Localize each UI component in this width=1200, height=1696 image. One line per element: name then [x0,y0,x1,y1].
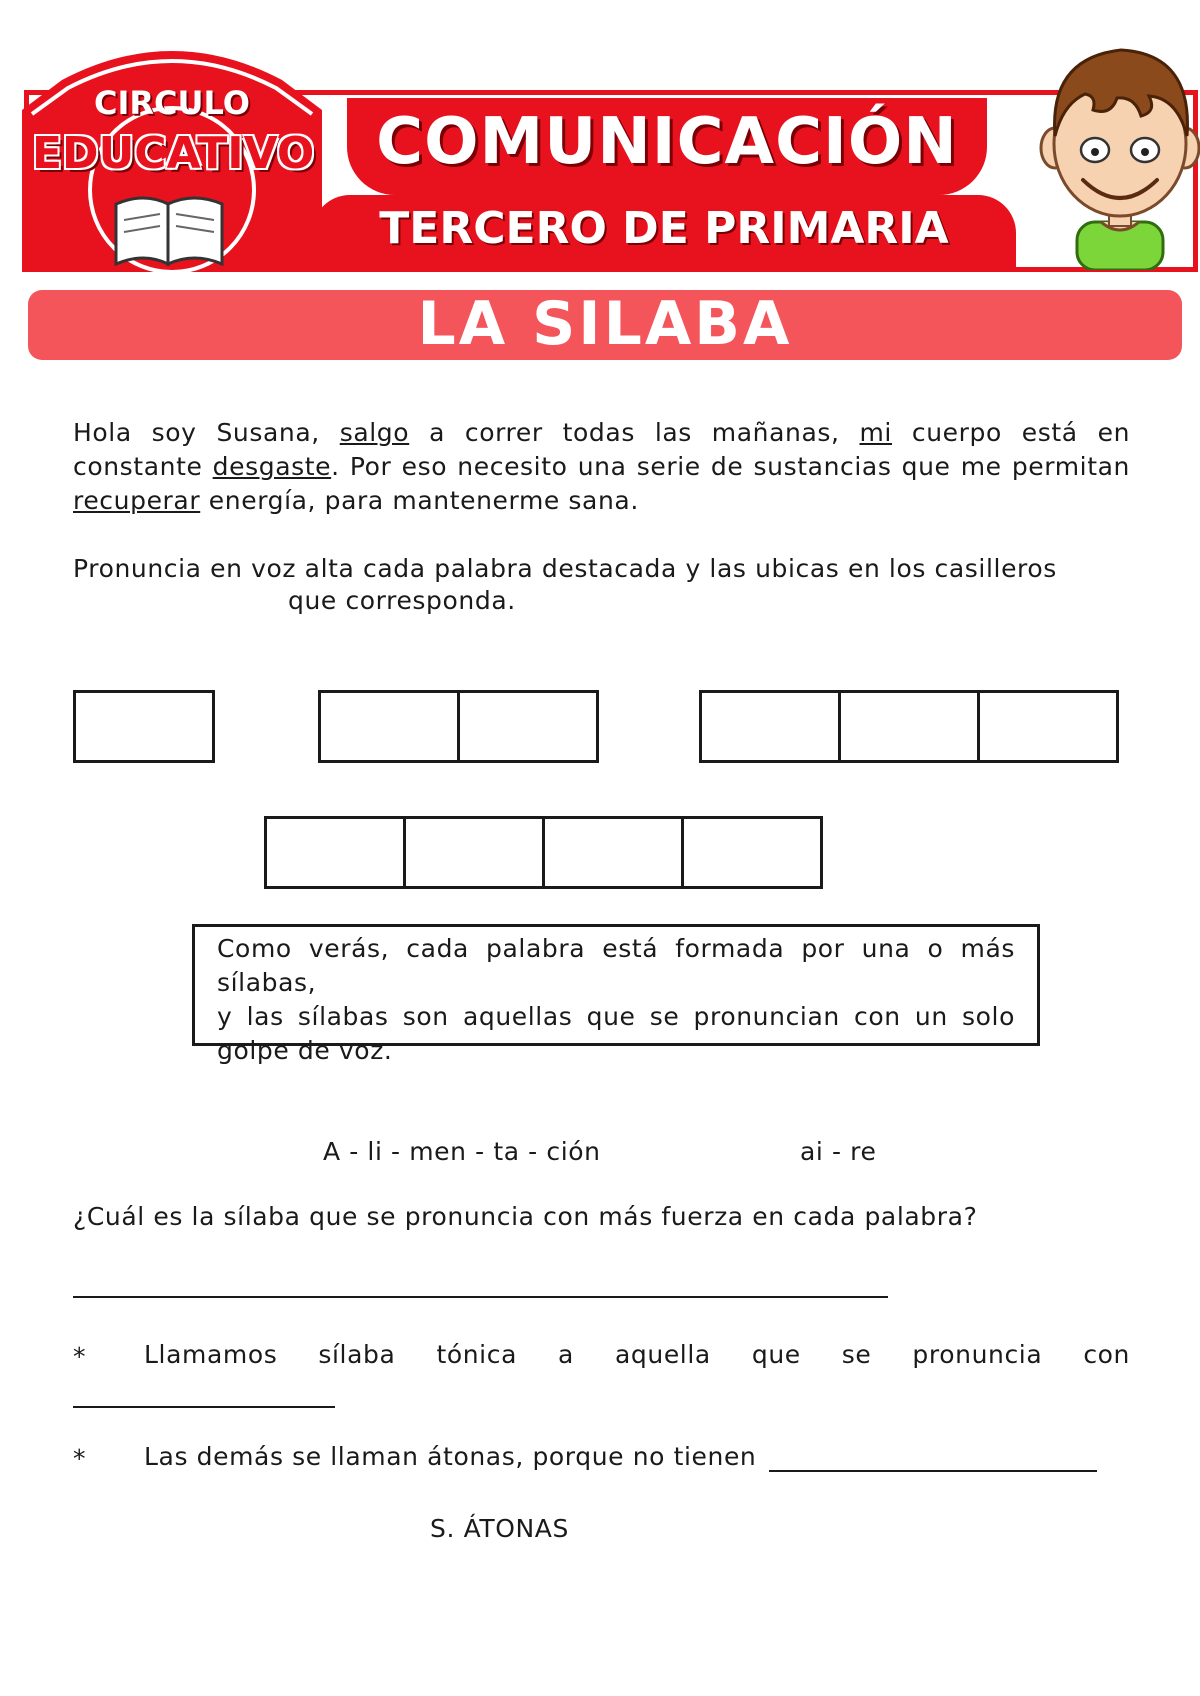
example-word-aire: ai - re [800,1137,877,1166]
intro-text: . Por eso necesito una serie de sustancias que me permitan [331,452,1130,481]
syllable-box[interactable] [977,690,1119,763]
syllable-box-group-3 [699,690,1119,763]
syllable-box[interactable] [73,690,215,763]
fill-in-blank-line[interactable] [769,1470,1097,1472]
syllable-box[interactable] [699,690,841,763]
bullet-text-tonica: Llamamos sílaba tónica a aquella que se pronuncia con [144,1340,1130,1369]
header-banner [22,40,1194,272]
syllable-box-group-2 [318,690,599,763]
definition-line-1: Como verás, cada palabra está formada por una o más [217,934,1015,963]
syllable-box-group-1 [73,690,215,763]
grade-subtitle: TERCERO DE PRIMARIA [379,203,949,254]
fill-in-blank-line[interactable] [73,1406,335,1408]
intro-text: cuerpo está en constante [73,418,1131,481]
answer-blank-line[interactable] [73,1296,888,1298]
question-text: ¿Cuál es la sílaba que se pronuncia con más fuerza en cada palabra? [73,1202,978,1231]
syllable-box-group-4 [264,816,823,889]
syllable-box[interactable] [403,816,545,889]
bullet-text-atonas: Las demás se llaman átonas, porque no tienen [144,1442,757,1471]
syllable-box[interactable] [264,816,406,889]
intro-paragraph [73,416,1130,518]
highlighted-word: recuperar [73,486,201,515]
logo-text-educativo: EDUCATIVO [32,128,315,179]
bullet-marker: * [73,1444,86,1473]
intro-text: energía, para mantenerme sana. [200,486,639,515]
highlighted-word: desgaste [212,452,332,481]
instruction-line-1: Pronuncia en voz alta cada palabra destacada y las ubicas en los casilleros [73,554,1057,583]
instruction-line-2: que corresponda. [288,586,516,615]
intro-text: a correr todas las mañanas, [409,418,860,447]
page-title: LA SILABA [417,289,793,359]
atonas-label: S. ÁTONAS [430,1514,569,1543]
syllable-box[interactable] [681,816,823,889]
definition-line-3: y las sílabas son aquellas que se pronuncian con un solo [217,1002,1015,1031]
syllable-box[interactable] [838,690,980,763]
bullet-marker: * [73,1342,86,1371]
subject-title: COMUNICACIÓN [376,105,958,179]
intro-text: Hola soy Susana, [73,418,340,447]
example-word-alimentacion: A - li - men - ta - ción [323,1137,601,1166]
definition-line-2: sílabas, [217,968,317,997]
cartoon-boy-icon [1037,40,1200,270]
highlighted-word: salgo [339,418,410,447]
highlighted-word: mi [859,418,892,447]
syllable-box[interactable] [457,690,599,763]
syllable-box[interactable] [318,690,460,763]
circulo-educativo-logo [22,40,322,272]
definition-line-4: golpe de voz. [217,1036,393,1065]
logo-text-circulo: CIRCULO [94,84,250,122]
open-book-icon [110,190,228,270]
syllable-box[interactable] [542,816,684,889]
